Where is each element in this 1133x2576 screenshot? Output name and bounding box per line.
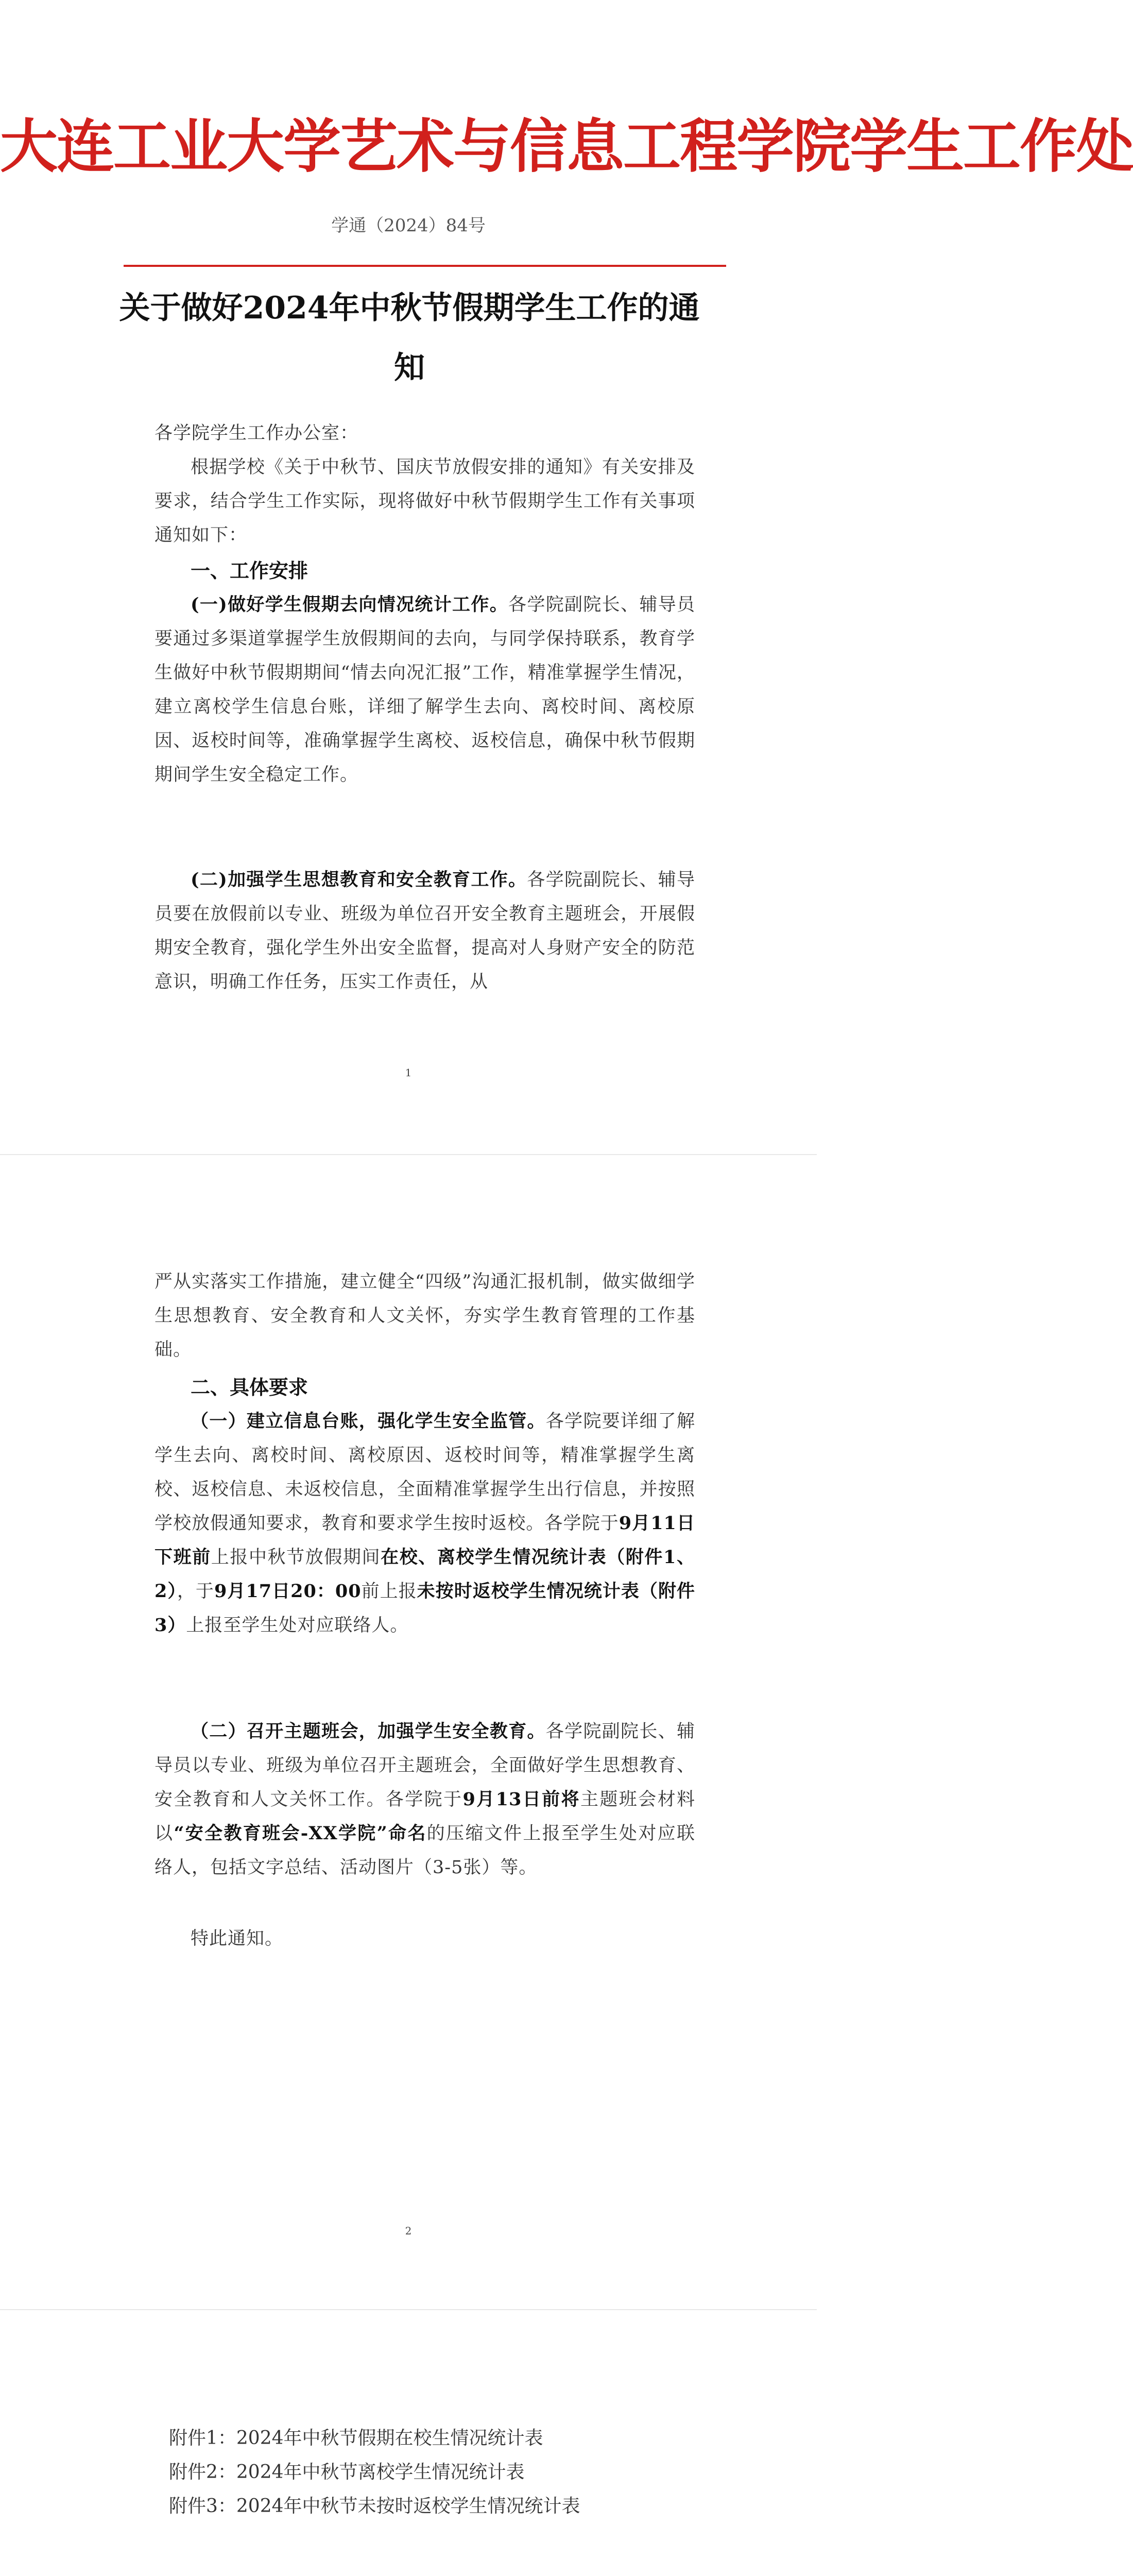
section2-item2-t3: 的压缩文件上报至学生处对应联络人，包括文字总结、活动图片（3-5张）等。 [154, 1823, 695, 1878]
notice-title-line2: 知 [394, 350, 425, 386]
page-number-1: 1 [405, 1066, 412, 1079]
section1-item1 [154, 588, 695, 792]
section2-heading: 二、具体要求 [191, 1376, 308, 1399]
notice-title-line1: 关于做好2024年中秋节假期学生工作的通 [119, 290, 700, 326]
section2-item1 [154, 1404, 695, 1642]
salutation: 各学院学生工作办公室： [154, 423, 359, 444]
section1-heading: 一、工作安排 [191, 559, 308, 582]
section2-item1-b2: 在校、离校学生情况统计表（附件1、2） [154, 1547, 695, 1602]
section2-item1-b3: 9月17日20：00 [214, 1581, 362, 1602]
issuer-title: 大连工业大学艺术与信息工程学院学生工作处 [0, 113, 1133, 180]
attachment-2: 附件2：2024年中秋节离校学生情况统计表 [169, 2462, 525, 2483]
section2-item2-lead: （二）召开主题班会，加强学生安全教育。 [191, 1721, 546, 1742]
page-break-2 [0, 2309, 817, 2310]
section2-item2-t2: 主题班会材料以 [154, 1789, 695, 1844]
page-break-1 [0, 1154, 817, 1155]
section1-item2-part2: 严从实落实工作措施，建立健全“四级”沟通汇报机制，做实做细学生思想教育、安全教育和人文关怀，夯实学生教育管理的工作基础。 [154, 1272, 695, 1360]
section2-item2-b1: 9月13日前将 [462, 1789, 580, 1810]
document-number: 学通（2024）84号 [331, 215, 486, 236]
section2-item1-t4: 前上报 [361, 1581, 417, 1602]
attachment-3: 附件3：2024年中秋节未按时返校学生情况统计表 [169, 2496, 580, 2517]
section1-item2-lead: (二)加强学生思想教育和安全教育工作。 [191, 869, 527, 890]
section2-item1-b1: 9月11日下班前 [154, 1513, 695, 1568]
section1-item1-lead: (一)做好学生假期去向情况统计工作。 [191, 594, 509, 615]
section2-item1-t2: 上报中秋节放假期间 [211, 1547, 381, 1568]
attachment-1: 附件1：2024年中秋节假期在校生情况统计表 [169, 2428, 543, 2449]
section2-item2 [154, 1715, 695, 1885]
section2-item1-t1: 各学院要详细了解学生去向、离校时间、离校原因、返校时间等，精准掌握学生离校、返校信息、未返校信息，全面精准掌握学生出行信息，并按照学校放假通知要求，教育和要求学生按时返校。各学院于 [154, 1411, 695, 1534]
closing-remark: 特此通知。 [191, 1928, 284, 1949]
section2-item2-b2: “安全教育班会-XX学院”命名 [174, 1823, 427, 1844]
section1-item2-text-p1: 各学院副院长、辅导员要在放假前以专业、班级为单位召开安全教育主题班会，开展假期安全教育，强化学生外出安全监督，提高对人身财产安全的防范意识，明确工作任务，压实工作责任，从 [154, 870, 695, 992]
section2-item1-b4: 未按时返校学生情况统计表（附件3） [154, 1581, 695, 1636]
section2-item1-t5: 上报至学生处对应联络人。 [186, 1615, 409, 1636]
section1-item1-text: 各学院副院长、辅导员要通过多渠道掌握学生放假期间的去向，与同学保持联系，教育学生做好中秋节假期期间“情去向况汇报”工作，精准掌握学生情况，建立离校学生信息台账，详细了解学生去向、离校时间、离校原因、返校时间等，准确掌握学生离校、返校信息，确保中秋节假期期间学生安全稳定工作。 [154, 595, 695, 785]
page-number-2: 2 [405, 2225, 412, 2237]
notice-title [116, 278, 703, 398]
section2-item1-lead: （一）建立信息台账，强化学生安全监管。 [191, 1411, 546, 1432]
intro-paragraph: 根据学校《关于中秋节、国庆节放假安排的通知》有关安排及要求，结合学生工作实际，现将做好中秋节假期学生工作有关事项通知如下： [154, 457, 695, 546]
section2-item1-t3: ，于 [177, 1581, 214, 1602]
section2-item2-t1: 各学院副院长、辅导员以专业、班级为单位召开主题班会，全面做好学生思想教育、安全教育和人文关怀工作。各学院于 [154, 1721, 695, 1810]
section1-item2-part1 [154, 863, 695, 999]
header-red-rule [124, 265, 726, 267]
